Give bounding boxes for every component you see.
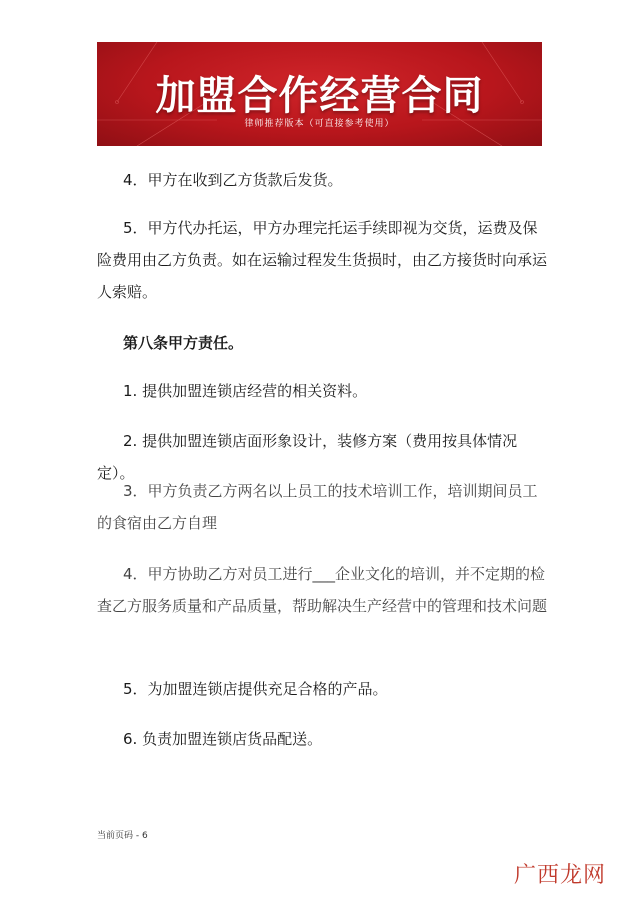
clause-paragraph: 5．为加盟连锁店提供充足合格的产品。 (123, 680, 388, 698)
clause-paragraph: 2. 提供加盟连锁店面形象设计，装修方案（费用按具体情况定）。 (97, 432, 518, 482)
clause-paragraph: 4．甲方协助乙方对员工进行___企业文化的培训，并不定期的检查乙方服务质量和产品质量，帮助解决生产经营中的管理和技术问题 (97, 565, 548, 615)
section-heading: 第八条甲方责任。 (123, 334, 244, 352)
clause-paragraph: 1. 提供加盟连锁店经营的相关资料。 (123, 382, 368, 400)
header-banner (97, 42, 542, 146)
clause-paragraph: 6. 负责加盟连锁店货品配送。 (123, 730, 323, 748)
document-title: 加盟合作经营合同 (155, 73, 484, 119)
document-subtitle: 律师推荐版本（可直接参考使用） (244, 119, 395, 129)
clause-paragraph: 5．甲方代办托运，甲方办理完托运手续即视为交货，运费及保险费用由乙方负责。如在运输过程发生货损时，由乙方接货时向承运人索赔。 (97, 219, 548, 301)
clause-paragraph: 3．甲方负责乙方两名以上员工的技术培训工作，培训期间员工的食宿由乙方自理 (97, 482, 538, 532)
site-watermark: 广西龙网 (513, 863, 606, 888)
page-number: 当前页码 - 6 (97, 831, 148, 841)
clause-paragraph: 4．甲方在收到乙方货款后发货。 (123, 171, 343, 189)
